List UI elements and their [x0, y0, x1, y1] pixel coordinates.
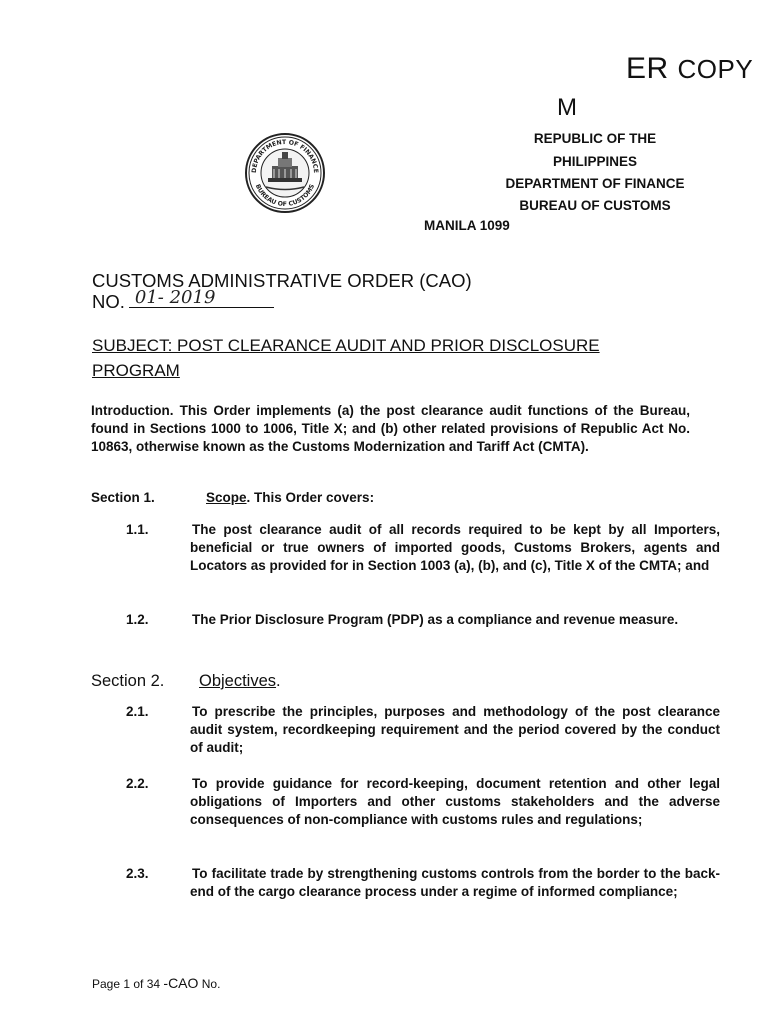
stamp-copy-text: ER COPY: [626, 52, 754, 85]
page-number: Page 1 of 34: [92, 977, 161, 991]
section-1-item: 1.2. The Prior Disclosure Program (PDP) as a compliance and revenue measure.: [126, 612, 679, 627]
order-title: CUSTOMS ADMINISTRATIVE ORDER (CAO): [92, 270, 472, 291]
header-department: DEPARTMENT OF FINANCE: [505, 176, 685, 191]
header-city: MANILA 1099: [424, 218, 510, 233]
bureau-of-customs-seal: [244, 132, 326, 214]
page-footer: Page 1 of 34 -CAO No.: [92, 975, 221, 991]
header-republic: REPUBLIC OF THE: [533, 131, 657, 146]
section-1-heading: Section 1. Scope. This Order covers:: [91, 490, 375, 505]
order-number: NO. 01- 2019: [92, 291, 274, 313]
handwritten-order-number: 01- 2019: [134, 287, 216, 308]
header-philippines: PHILIPPINES: [552, 154, 638, 169]
seal-bottom-text: BUREAU OF CUSTOMS: [253, 183, 317, 209]
seal-top-text: DEPARTMENT OF FINANCE: [250, 138, 320, 174]
subject-line: SUBJECT: POST CLEARANCE AUDIT AND PRIOR DISCLOSURE PROGRAM: [92, 336, 600, 380]
introduction-paragraph: Introduction. This Order implements (a) the post clearance audit functions of the Bureau, found in Sections 1000 to 1006, Title X; and (b) other related provisions of Republic Act No. 10863, otherwise known as the Customs Modernization and Tariff Act (CMTA).: [91, 403, 690, 454]
stamp-m-text: M: [557, 94, 577, 121]
section-1-item: 1.1. The post clearance audit of all records required to be kept by all Importers, beneficial or true owners of imported goods, Customs Brokers, agents and Locators as provided for in Section 1003 (a), (b), and (c), Title X of the CMTA; and: [126, 522, 720, 573]
section-2-heading: Section 2. Objectives.: [91, 672, 281, 690]
scope-heading: Scope: [206, 490, 247, 505]
header-bureau: BUREAU OF CUSTOMS: [519, 198, 671, 213]
section-2-item: 2.2. To provide guidance for record-keeping, document retention and other legal obligations of Importers and other customs stakeholders and the adverse consequences of non-compliance with customs rules and regulations;: [126, 776, 720, 827]
seal-icon: [244, 132, 326, 214]
section-2-item: 2.1. To prescribe the principles, purposes and methodology of the post clearance audit system, recordkeeping requirement and the period covered by the conduct of audit;: [126, 704, 720, 755]
objectives-heading: Objectives: [199, 672, 277, 690]
section-2-item: 2.3. To facilitate trade by strengthening customs controls from the border to the back-end of the cargo clearance process under a regime of informed compliance;: [126, 866, 720, 899]
